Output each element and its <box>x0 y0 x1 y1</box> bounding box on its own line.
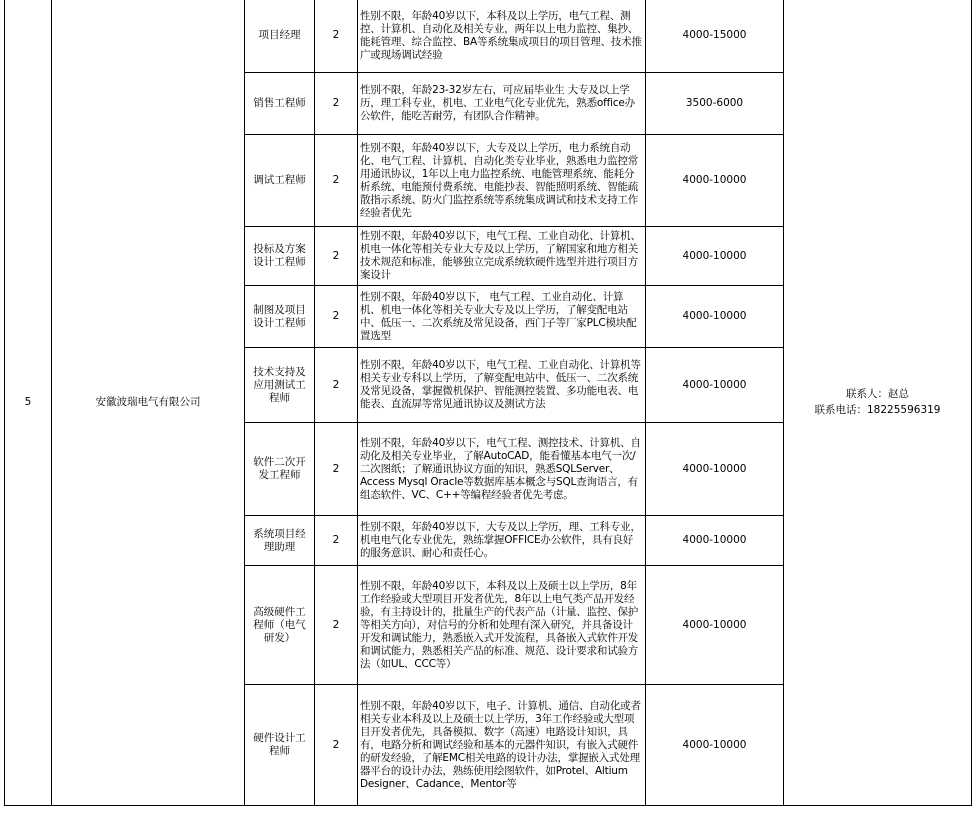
headcount: 2 <box>315 135 358 227</box>
salary: 4000-10000 <box>646 286 784 348</box>
position-name: 技术支持及应用测试工程师 <box>245 348 315 423</box>
headcount: 2 <box>315 566 358 685</box>
job-requirements: 性别不限，年龄40岁以下， 电气工程、工业自动化、计算机、机电一体化等相关专业大专及以上学历，了解变配电站中、低压一、二次系统及常见设备，西门子等厂家PLC模块配置选型 <box>358 286 646 348</box>
headcount: 2 <box>315 73 358 135</box>
salary: 4000-10000 <box>646 423 784 516</box>
job-requirements: 性别不限，年龄40岁以下，大专及以上学历，电力系统自动化、电气工程、计算机、自动化类专业毕业，熟悉电力监控常用通讯协议，1年以上电力监控系统、电能管理系统、能耗分析系统、电能预付费系统、电能抄表、智能照明系统、智能疏散指示系统、防火门监控系统等系统集成调试和技术支持工作经验者优先 <box>358 135 646 227</box>
company-name: 安徽波瑞电气有限公司 <box>52 0 245 806</box>
headcount: 2 <box>315 348 358 423</box>
position-name: 项目经理 <box>245 0 315 73</box>
position-name: 制图及项目设计工程师 <box>245 286 315 348</box>
position-name: 软件二次开发工程师 <box>245 423 315 516</box>
company-index: 5 <box>5 0 52 806</box>
job-requirements: 性别不限，年龄40岁以下，本科及以上学历，电气工程、测控、计算机、自动化及相关专业，两年以上电力监控、集抄、能耗管理、综合监控、BA等系统集成项目的项目管理、技术推广或现场调试经验 <box>358 0 646 73</box>
position-name: 投标及方案设计工程师 <box>245 227 315 286</box>
position-name: 调试工程师 <box>245 135 315 227</box>
salary: 3500-6000 <box>646 73 784 135</box>
salary: 4000-10000 <box>646 227 784 286</box>
job-requirements: 性别不限，年龄40岁以下，大专及以上学历，理、工科专业，机电电气化专业优先，熟练掌握OFFICE办公软件，具有良好的服务意识、耐心和责任心。 <box>358 516 646 566</box>
job-requirements: 性别不限，年龄40岁以下，电气工程、测控技术、计算机、自动化及相关专业毕业，了解AutoCAD，能看懂基本电气一次/二次图纸；了解通讯协议方面的知识，熟悉SQLServer、Access Mysql Oracle等数据库基本概念与SQL查询语言，有组态软件、VC、C++等编程经验者优先考虑。 <box>358 423 646 516</box>
headcount: 2 <box>315 516 358 566</box>
salary: 4000-10000 <box>646 566 784 685</box>
position-name: 高级硬件工程师（电气研发） <box>245 566 315 685</box>
job-requirements: 性别不限，年龄40岁以下，本科及以上及硕士以上学历，8年工作经验或大型项目开发者优先，8年以上电气类产品开发经验，有主持设计的，批量生产的代表产品（计量、监控、保护等相关方向），对信号的分析和处理有深入研究，并具备设计开发和调试能力，熟悉嵌入式开发流程，具备嵌入式软件开发和调试能力，熟悉相关产品的标准、规范、设计要求和试验方法（如UL、CCC等） <box>358 566 646 685</box>
position-name: 销售工程师 <box>245 73 315 135</box>
salary: 4000-10000 <box>646 685 784 806</box>
headcount: 2 <box>315 423 358 516</box>
salary: 4000-10000 <box>646 348 784 423</box>
contact-info <box>784 0 972 806</box>
headcount: 2 <box>315 685 358 806</box>
position-name: 系统项目经理助理 <box>245 516 315 566</box>
salary: 4000-15000 <box>646 0 784 73</box>
table-row <box>5 0 972 73</box>
position-name: 硬件设计工程师 <box>245 685 315 806</box>
contact-phone: 联系电话：18225596319 <box>814 404 941 416</box>
contact-person: 联系人：赵总 <box>846 388 909 400</box>
salary: 4000-10000 <box>646 516 784 566</box>
job-requirements: 性别不限，年龄40岁以下，电气工程、工业自动化、计算机等相关专业专科以上学历，了解变配电站中、低压一、二次系统及常见设备，掌握微机保护、智能测控装置、多功能电表、电能表、直流屏等常见通讯协议及测试方法 <box>358 348 646 423</box>
job-listing-table <box>4 0 972 806</box>
job-requirements: 性别不限，年龄40岁以下，电气工程、工业自动化、计算机、机电一体化等相关专业大专及以上学历，了解国家和地方相关技术规范和标准，能够独立完成系统软硬件选型并进行项目方案设计 <box>358 227 646 286</box>
salary: 4000-10000 <box>646 135 784 227</box>
headcount: 2 <box>315 0 358 73</box>
job-requirements: 性别不限，年龄23-32岁左右，可应届毕业生 大专及以上学历，理工科专业，机电、工业电气化专业优先，熟悉office办公软件，能吃苦耐劳，有团队合作精神。 <box>358 73 646 135</box>
headcount: 2 <box>315 286 358 348</box>
headcount: 2 <box>315 227 358 286</box>
job-requirements: 性别不限，年龄40岁以下，电子、计算机、通信、自动化或者相关专业本科及以上及硕士以上学历，3年工作经验或大型项目开发者优先，具备模拟、数字（高速）电路设计知识，具有，电路分析和调试经验和基本的元器件知识，有嵌入式硬件的研发经验，了解EMC相关电路的设计办法，掌握嵌入式处理器平台的设计办法，熟练使用绘图软件，如Protel、Altium Designer、Cadance、Mentor等 <box>358 685 646 806</box>
